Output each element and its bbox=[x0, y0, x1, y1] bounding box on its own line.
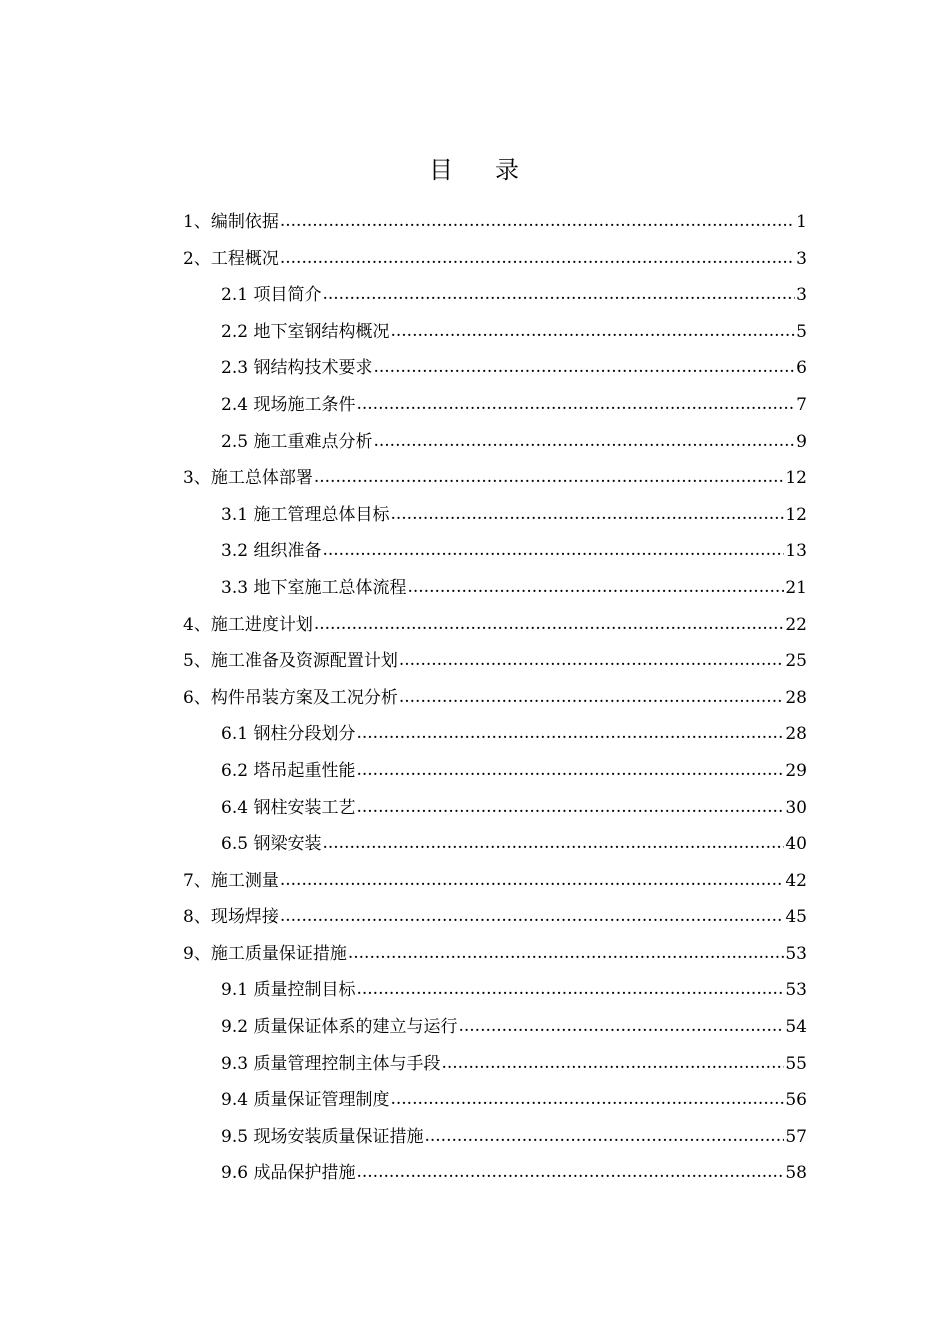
toc-entry[interactable] bbox=[183, 1046, 807, 1083]
toc-entry-page-number: 40 bbox=[785, 834, 807, 855]
toc-dot-leader bbox=[356, 1154, 784, 1191]
toc-entry[interactable] bbox=[183, 863, 807, 900]
toc-entry-page-number: 28 bbox=[785, 687, 807, 708]
toc-entry-label: 9.3 质量管理控制主体与手段 bbox=[221, 1053, 441, 1074]
toc-entry-page-number: 3 bbox=[796, 285, 807, 306]
toc-entry-page-number: 6 bbox=[796, 358, 807, 379]
toc-dot-leader bbox=[458, 1008, 784, 1045]
toc-entry-page-number: 5 bbox=[796, 321, 807, 342]
toc-entry[interactable] bbox=[183, 607, 807, 644]
toc-dot-leader bbox=[373, 423, 795, 460]
toc-entry-page-number: 13 bbox=[785, 541, 807, 562]
toc-dot-leader bbox=[314, 606, 785, 643]
toc-dot-leader bbox=[322, 825, 784, 862]
toc-entry-label: 9.1 质量控制目标 bbox=[221, 980, 356, 1001]
toc-entry-page-number: 54 bbox=[785, 1017, 807, 1038]
toc-entry-page-number: 53 bbox=[785, 943, 807, 964]
toc-entry-page-number: 12 bbox=[785, 504, 807, 525]
toc-entry-label: 2.5 施工重难点分析 bbox=[221, 431, 373, 452]
toc-entry[interactable] bbox=[183, 570, 807, 607]
toc-dot-leader bbox=[356, 386, 795, 423]
toc-entry[interactable] bbox=[183, 790, 807, 827]
toc-entry[interactable] bbox=[183, 1155, 807, 1192]
toc-entry-page-number: 42 bbox=[785, 870, 807, 891]
toc-entry-label: 9.6 成品保护措施 bbox=[221, 1163, 356, 1184]
toc-dot-leader bbox=[348, 935, 785, 972]
toc-entry[interactable] bbox=[183, 1119, 807, 1156]
toc-entry-page-number: 3 bbox=[796, 248, 807, 269]
table-of-contents bbox=[183, 204, 807, 1192]
toc-entry-page-number: 12 bbox=[785, 468, 807, 489]
toc-dot-leader bbox=[280, 240, 795, 277]
toc-entry[interactable] bbox=[183, 972, 807, 1009]
toc-dot-leader bbox=[390, 496, 784, 533]
toc-entry-label: 7、施工测量 bbox=[183, 870, 279, 891]
toc-entry-page-number: 58 bbox=[785, 1163, 807, 1184]
toc-entry-page-number: 29 bbox=[785, 760, 807, 781]
toc-entry-label: 2.2 地下室钢结构概况 bbox=[221, 321, 390, 342]
toc-entry-page-number: 1 bbox=[796, 212, 807, 232]
toc-entry[interactable] bbox=[183, 387, 807, 424]
toc-entry[interactable] bbox=[183, 936, 807, 973]
toc-entry[interactable] bbox=[183, 497, 807, 534]
toc-entry-page-number: 7 bbox=[796, 394, 807, 415]
toc-entry-label: 6.2 塔吊起重性能 bbox=[221, 760, 356, 781]
toc-dot-leader bbox=[407, 569, 784, 606]
toc-title bbox=[0, 150, 950, 190]
toc-entry-label: 8、现场焊接 bbox=[183, 907, 279, 928]
toc-entry[interactable] bbox=[183, 643, 807, 680]
toc-entry[interactable] bbox=[183, 826, 807, 863]
toc-entry[interactable] bbox=[183, 314, 807, 351]
toc-entry[interactable] bbox=[183, 204, 807, 241]
toc-entry-page-number: 56 bbox=[785, 1090, 807, 1111]
toc-entry[interactable] bbox=[183, 460, 807, 497]
toc-entry-label: 5、施工准备及资源配置计划 bbox=[183, 651, 398, 672]
toc-dot-leader bbox=[390, 313, 795, 350]
toc-entry-label: 4、施工进度计划 bbox=[183, 614, 313, 635]
toc-entry-label: 2.4 现场施工条件 bbox=[221, 394, 356, 415]
toc-entry[interactable] bbox=[183, 1009, 807, 1046]
toc-entry[interactable] bbox=[183, 899, 807, 936]
toc-entry[interactable] bbox=[183, 680, 807, 717]
toc-entry-label: 2.3 钢结构技术要求 bbox=[221, 358, 373, 379]
toc-title-char-1: 目 bbox=[429, 156, 455, 184]
toc-dot-leader bbox=[314, 459, 785, 496]
toc-entry-page-number: 28 bbox=[785, 724, 807, 745]
toc-dot-leader bbox=[322, 532, 784, 569]
toc-entry-label: 6.4 钢柱安装工艺 bbox=[221, 797, 356, 818]
toc-dot-leader bbox=[399, 679, 785, 716]
toc-entry[interactable] bbox=[183, 241, 807, 278]
toc-dot-leader bbox=[441, 1045, 784, 1082]
toc-entry-label: 9.2 质量保证体系的建立与运行 bbox=[221, 1017, 458, 1038]
toc-entry-page-number: 30 bbox=[785, 797, 807, 818]
toc-entry-page-number: 25 bbox=[785, 651, 807, 672]
toc-entry-label: 9.5 现场安装质量保证措施 bbox=[221, 1126, 424, 1147]
toc-entry-label: 6.5 钢梁安装 bbox=[221, 834, 322, 855]
toc-dot-leader bbox=[424, 1118, 784, 1155]
toc-entry-page-number: 9 bbox=[796, 431, 807, 452]
toc-dot-leader bbox=[322, 276, 795, 313]
toc-dot-leader bbox=[356, 789, 784, 826]
toc-entry[interactable] bbox=[183, 350, 807, 387]
toc-entry-page-number: 53 bbox=[785, 980, 807, 1001]
toc-entry-page-number: 55 bbox=[785, 1053, 807, 1074]
toc-dot-leader bbox=[280, 862, 785, 899]
toc-dot-leader bbox=[280, 898, 785, 935]
toc-entry-label: 6、构件吊装方案及工况分析 bbox=[183, 687, 398, 708]
toc-entry[interactable] bbox=[183, 753, 807, 790]
toc-entry-label: 9.4 质量保证管理制度 bbox=[221, 1090, 390, 1111]
toc-entry[interactable] bbox=[183, 424, 807, 461]
toc-dot-leader bbox=[356, 971, 784, 1008]
toc-entry[interactable] bbox=[183, 716, 807, 753]
toc-entry-label: 2.1 项目简介 bbox=[221, 285, 322, 306]
toc-entry-label: 3.2 组织准备 bbox=[221, 541, 322, 562]
toc-title-char-2: 录 bbox=[495, 156, 521, 184]
toc-entry-page-number: 45 bbox=[785, 907, 807, 928]
toc-entry-page-number: 57 bbox=[785, 1126, 807, 1147]
toc-entry-label: 3.3 地下室施工总体流程 bbox=[221, 577, 407, 598]
toc-dot-leader bbox=[390, 1081, 784, 1118]
toc-entry-label: 2、工程概况 bbox=[183, 248, 279, 269]
toc-dot-leader bbox=[356, 715, 784, 752]
toc-entry-label: 3、施工总体部署 bbox=[183, 468, 313, 489]
toc-entry[interactable] bbox=[183, 1082, 807, 1119]
toc-dot-leader bbox=[280, 203, 795, 240]
toc-dot-leader bbox=[399, 642, 785, 679]
toc-dot-leader bbox=[373, 349, 795, 386]
toc-entry-page-number: 22 bbox=[785, 614, 807, 635]
toc-entry-label: 9、施工质量保证措施 bbox=[183, 943, 347, 964]
toc-entry[interactable] bbox=[183, 533, 807, 570]
toc-entry-label: 6.1 钢柱分段划分 bbox=[221, 724, 356, 745]
toc-entry[interactable] bbox=[183, 277, 807, 314]
toc-entry-label: 3.1 施工管理总体目标 bbox=[221, 504, 390, 525]
toc-dot-leader bbox=[356, 752, 784, 789]
toc-entry-page-number: 21 bbox=[785, 577, 807, 598]
toc-entry-label: 1、编制依据 bbox=[183, 212, 279, 232]
